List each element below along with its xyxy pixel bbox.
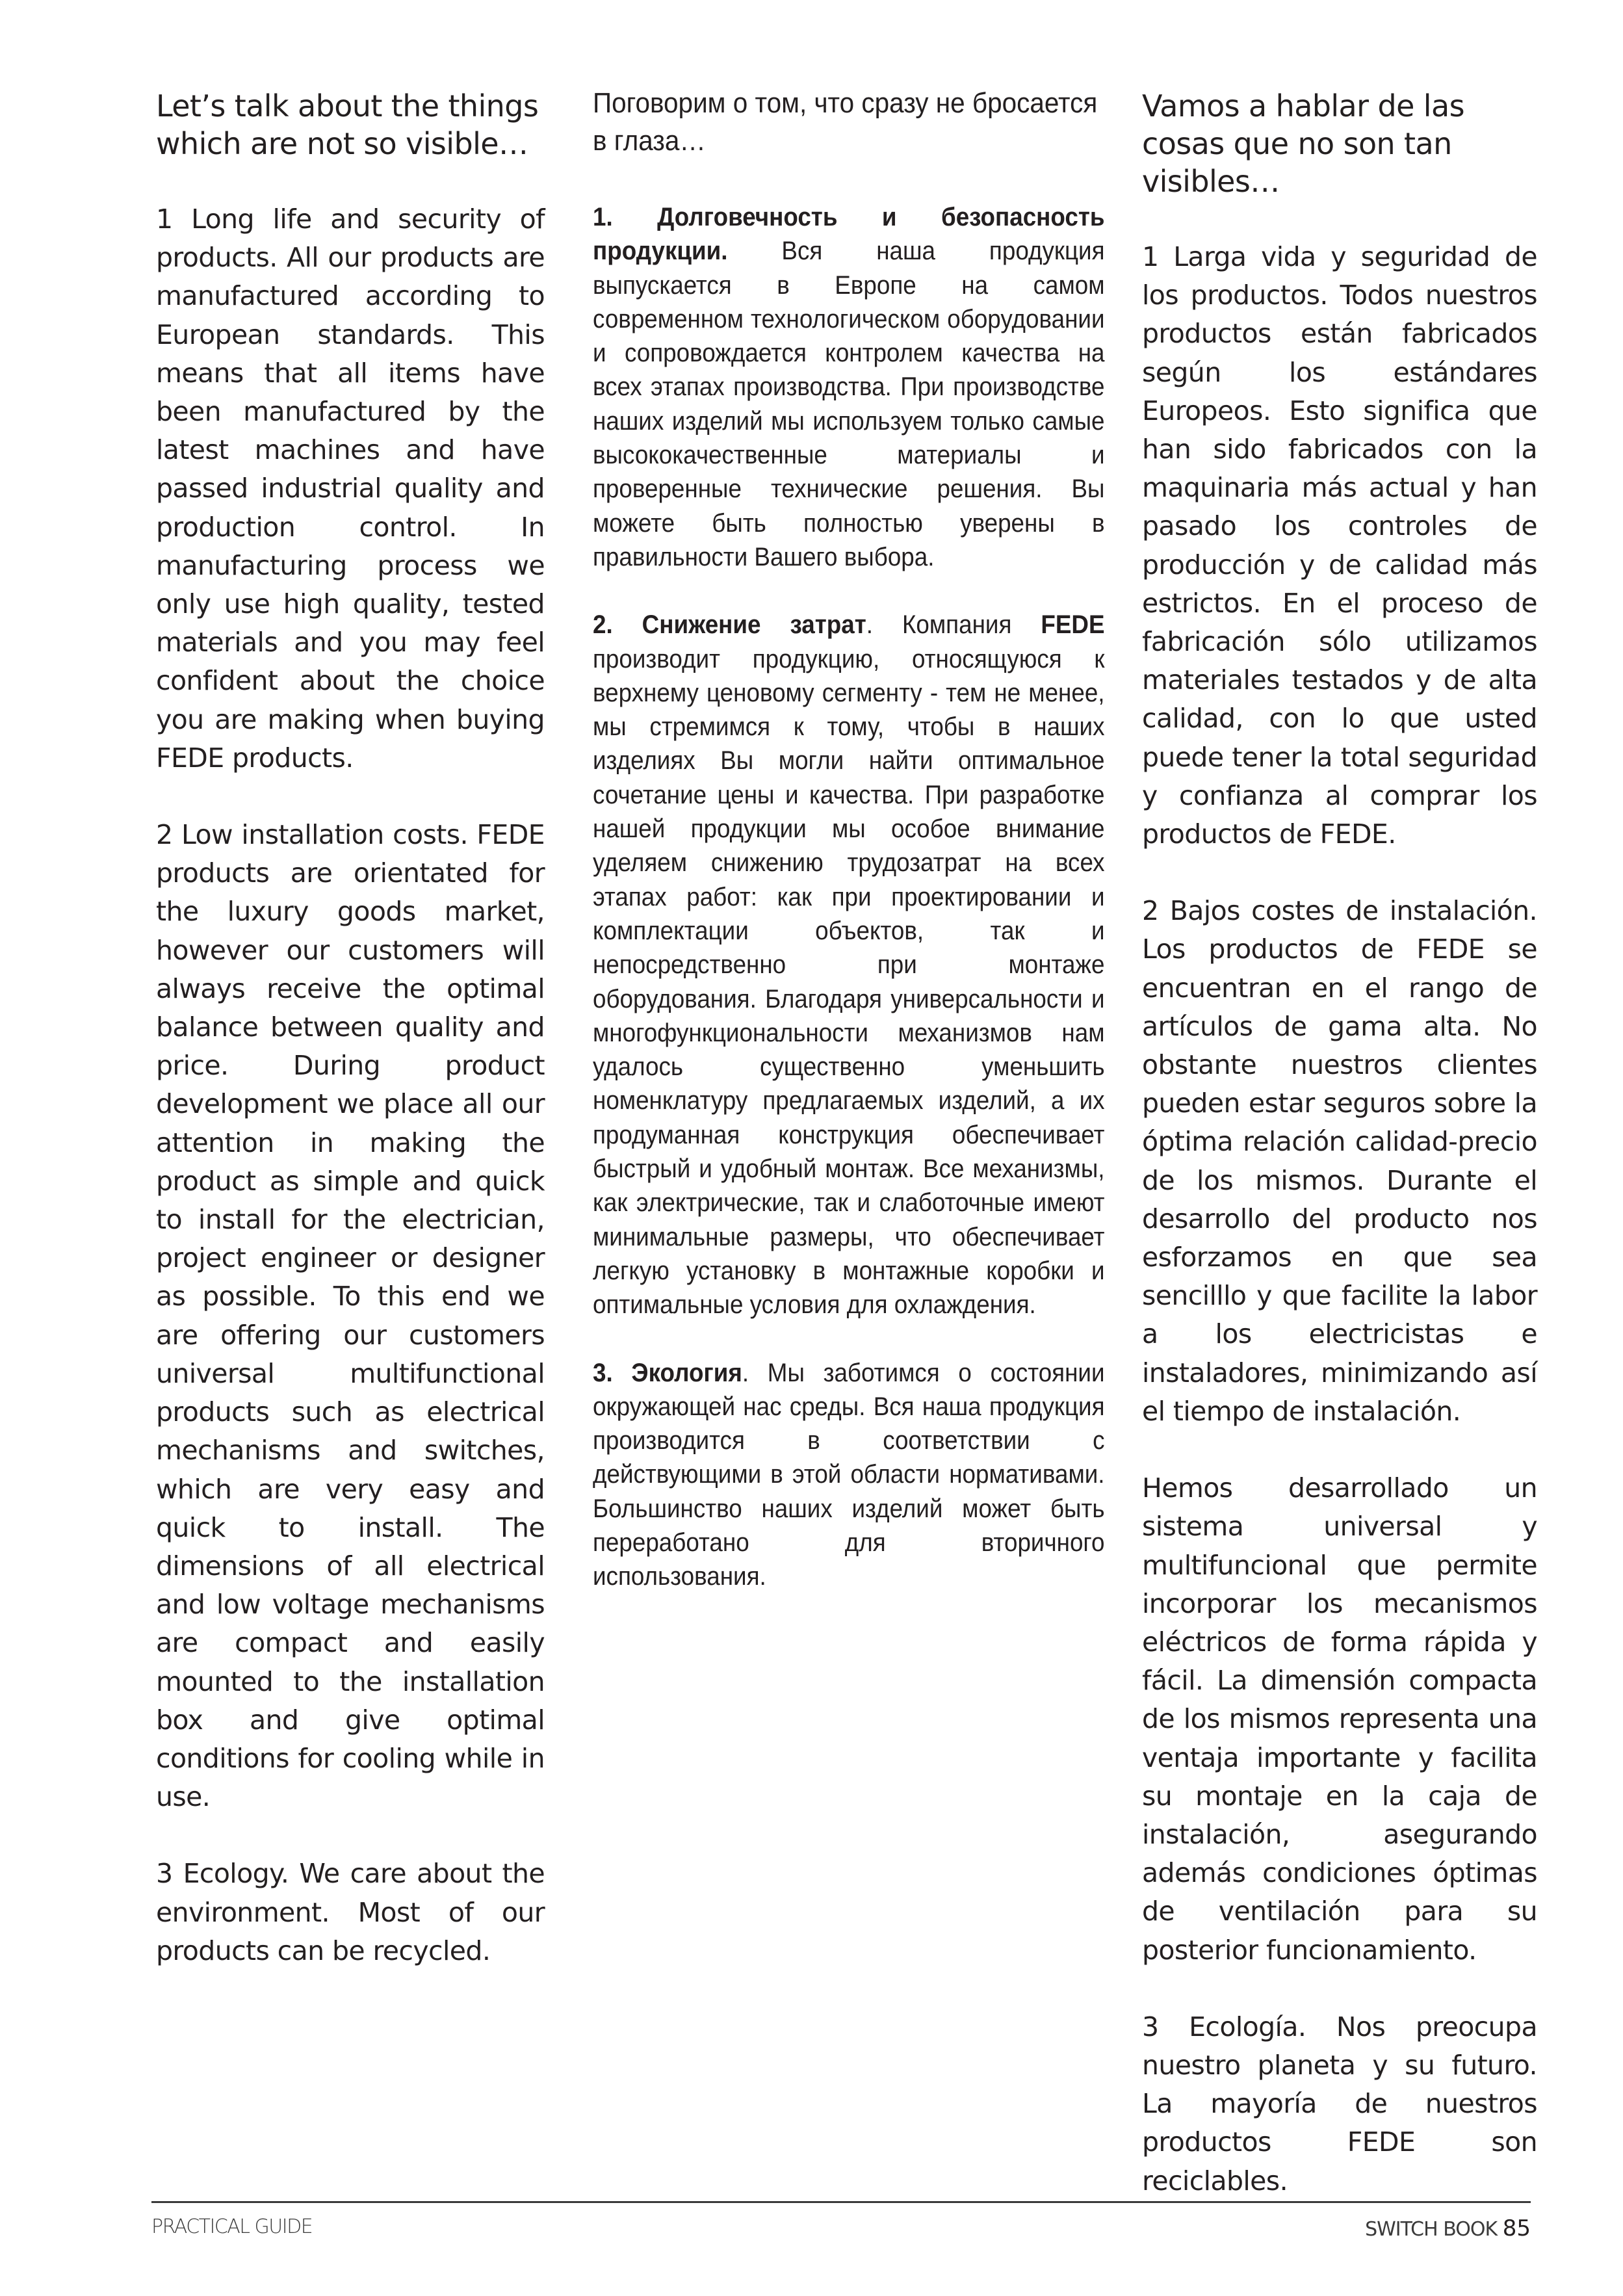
footer-section-title: PRACTICAL GUIDE — [151, 2215, 313, 2238]
russian-section-text: . Мы заботимся о состоянии окружающей нас среды. Вся наша продукция производится в соответствии с действующими в этой области нормативами. Большинство наших изделий может быть переработано для вторичного использования. — [593, 1358, 1105, 1591]
footer-book-title: SWITCH BOOK — [1365, 2218, 1498, 2241]
english-section-installation-costs: 2 Low installation costs. FEDE products are orientated for the luxury goods market, however our customers will always receive the optimal balance between quality and price. During product development we place all our attention in making the product as simple and quick to install for the electrician, project engineer or designer as possible. To this end we are offering our customers universal multifunctional products such as electrical mechanisms and switches, which are very easy and quick to install. The dimensions of all electrical and low voltage mechanisms are compact and easily mounted to the installation box and give optimal conditions for cooling while in use. — [156, 819, 545, 1813]
russian-section-long-life — [593, 200, 1105, 574]
spanish-section-installation-costs: 2 Bajos costes de instalación. Los productos de FEDE se encuentran en el rango de artículos de gama alta. No obstante nuestros clientes pueden estar seguros sobre la óptima relación calidad-precio de los mismos. Durante el desarrollo del producto nos esforzamos en que sea sencilllo y que facilite la labor a los electricistas e instaladores, minimizando así el tiempo de instalación. — [1142, 895, 1537, 1427]
spanish-section-long-life: 1 Larga vida y seguridad de los productos. Todos nuestros productos están fabricados según los estándares Europeos. Esto significa que han sido fabricados con la maquinaria más actual y han pasado los controles de producción y de calidad más estrictos. En el proceso de fabricación sólo utilizamos materiales testados y de alta calidad, con lo que usted puede tener la total seguridad y confianza al comprar los productos de FEDE. — [1142, 241, 1537, 850]
russian-heading: Поговорим о том, что сразу не бросается в глаза… — [593, 87, 1098, 157]
brand-name: FEDE — [1041, 610, 1105, 640]
russian-column — [593, 85, 1105, 1594]
russian-section-text-lead: . Компания — [866, 610, 1041, 640]
spanish-section-universal-system: Hemos desarrollado un sistema universal y multifuncional que permite incorporar los mecanismos eléctricos de forma rápida y fácil. La dimensión compacta de los mismos representa una ventaja importante y facilita su montaje en la caja de instalación, asegurando además condiciones óptimas de ventilación para su posterior funcionamiento. — [1142, 1472, 1537, 1966]
english-heading: Let’s talk about the things which are not so visible… — [156, 88, 539, 161]
english-column — [156, 85, 545, 1970]
russian-section-title: 3. Экология — [593, 1358, 742, 1387]
russian-section-title: 1. Долговечность и безопасность продукции. — [593, 203, 1105, 266]
russian-section-ecology — [593, 1356, 1105, 1594]
footer-book-info — [1365, 2215, 1531, 2241]
english-section-ecology: 3 Ecology. We care about the environment. Most of our products can be recycled. — [156, 1858, 545, 1966]
english-section-long-life: 1 Long life and security of products. All our products are manufactured according to European standards. This means that all items have been manufactured by the latest machines and have passed industrial quality and production control. In manufacturing process we only use high quality, tested materials and you may feel confident about the choice you are making when buying FEDE products. — [156, 203, 545, 774]
russian-section-text: Вся наша продукция выпускается в Европе на самом современном технологическом оборудовании и сопровождается контролем качества на всех этапах производства. При производстве наших изделий мы используем только самые высококачественные материалы и проверенные технические решения. Вы можете быть полностью уверены в правильности Вашего выбора. — [593, 237, 1105, 571]
footer-divider — [151, 2201, 1531, 2203]
spanish-column — [1142, 85, 1537, 2200]
spanish-heading: Vamos a hablar de las cosas que no son tan visibles… — [1142, 88, 1464, 199]
russian-section-title: 2. Снижение затрат — [593, 610, 866, 640]
page-number: 85 — [1502, 2215, 1531, 2241]
russian-section-cost-reduction — [593, 608, 1105, 1322]
russian-section-text: производит продукцию, относящуюся к верхнему ценовому сегменту - тем не менее, мы стремимся к тому, чтобы в наших изделиях Вы могли найти оптимальное сочетание цены и качества. При разработке нашей продукции мы особое внимание уделяем снижению трудозатрат на всех этапах работ: как при проектировании и комплектации объектов, так и непосредственно при монтаже оборудования. Благодаря универсальности и многофункциональности механизмов нам удалось существенно уменьшить номенклатуру предлагаемых изделий, а их продуманная конструкция обеспечивает быстрый и удобный монтаж. Все механизмы, как электрические, так и слаботочные имеют минимальные размеры, что обеспечивает легкую установку в монтажные коробки и оптимальные условия для охлаждения. — [593, 644, 1105, 1320]
spanish-section-ecology: 3 Ecología. Nos preocupa nuestro planeta y su futuro. La mayoría de nuestros productos FEDE son reciclables. — [1142, 2011, 1537, 2197]
